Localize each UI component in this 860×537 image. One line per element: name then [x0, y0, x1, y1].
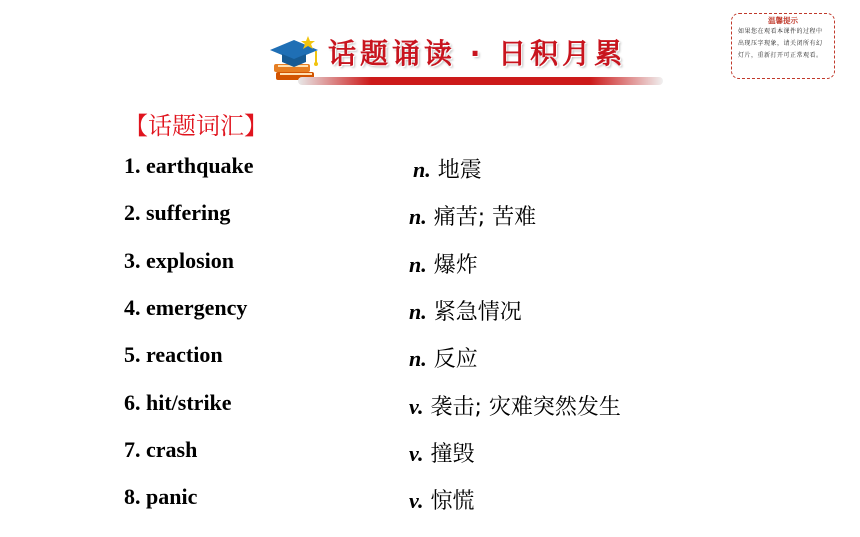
- page-title: 话题诵读 · 日积月累: [328, 37, 627, 70]
- vocab-meaning: 反应: [433, 347, 478, 372]
- vocab-term: 6. hit/strike: [124, 390, 232, 415]
- part-of-speech: v.: [409, 441, 424, 466]
- part-of-speech: n.: [409, 346, 427, 371]
- vocab-term: 3. explosion: [124, 248, 235, 273]
- vocab-meaning: 惊慌: [430, 489, 475, 514]
- section-heading: 【话题词汇】: [124, 112, 268, 140]
- vocab-meaning: 撞毁: [430, 442, 475, 467]
- vocab-meaning: 袭击; 灾难突然发生: [430, 395, 621, 420]
- part-of-speech: v.: [409, 394, 424, 419]
- vocab-definition: [409, 342, 478, 373]
- vocab-definition: [409, 390, 621, 421]
- vocab-row: [124, 342, 744, 374]
- vocab-row: [124, 295, 744, 327]
- vocab-row: [124, 437, 744, 469]
- vocab-row: [124, 248, 744, 280]
- vocab-row: [124, 200, 744, 232]
- viewing-tip-title: 温馨提示: [768, 16, 798, 25]
- vocab-meaning: 爆炸: [433, 253, 478, 278]
- vocab-meaning: 紧急情况: [433, 300, 522, 325]
- part-of-speech: v.: [409, 488, 424, 513]
- vocab-row: [124, 153, 744, 185]
- viewing-tip-box: [731, 13, 835, 79]
- vocab-term: 5. reaction: [124, 342, 223, 367]
- vocab-definition: [409, 200, 536, 231]
- vocab-term: 2. suffering: [124, 200, 231, 225]
- vocab-definition: [409, 437, 474, 468]
- vocab-term: 1. earthquake: [124, 153, 254, 178]
- part-of-speech: n.: [409, 204, 427, 229]
- banner-underline: [298, 77, 663, 85]
- vocab-definition: [409, 295, 522, 326]
- part-of-speech: n.: [409, 252, 427, 277]
- vocab-definition: [409, 248, 478, 279]
- viewing-tip-text: 如果您在观看本课件的过程中出现压字现象，请关闭所有幻灯片，重新打开可正常观看。: [738, 28, 823, 59]
- part-of-speech: n.: [409, 299, 427, 324]
- vocab-row: [124, 390, 744, 422]
- vocab-meaning: 痛苦; 苦难: [433, 205, 537, 230]
- part-of-speech: n.: [413, 157, 431, 182]
- vocab-term: 4. emergency: [124, 295, 248, 320]
- vocab-row: [124, 484, 744, 516]
- vocab-term: 8. panic: [124, 484, 198, 509]
- vocab-meaning: 地震: [437, 158, 482, 183]
- vocab-term: 7. crash: [124, 437, 198, 462]
- header-banner: [268, 28, 668, 92]
- vocab-definition: [413, 153, 482, 184]
- vocab-definition: [409, 484, 474, 515]
